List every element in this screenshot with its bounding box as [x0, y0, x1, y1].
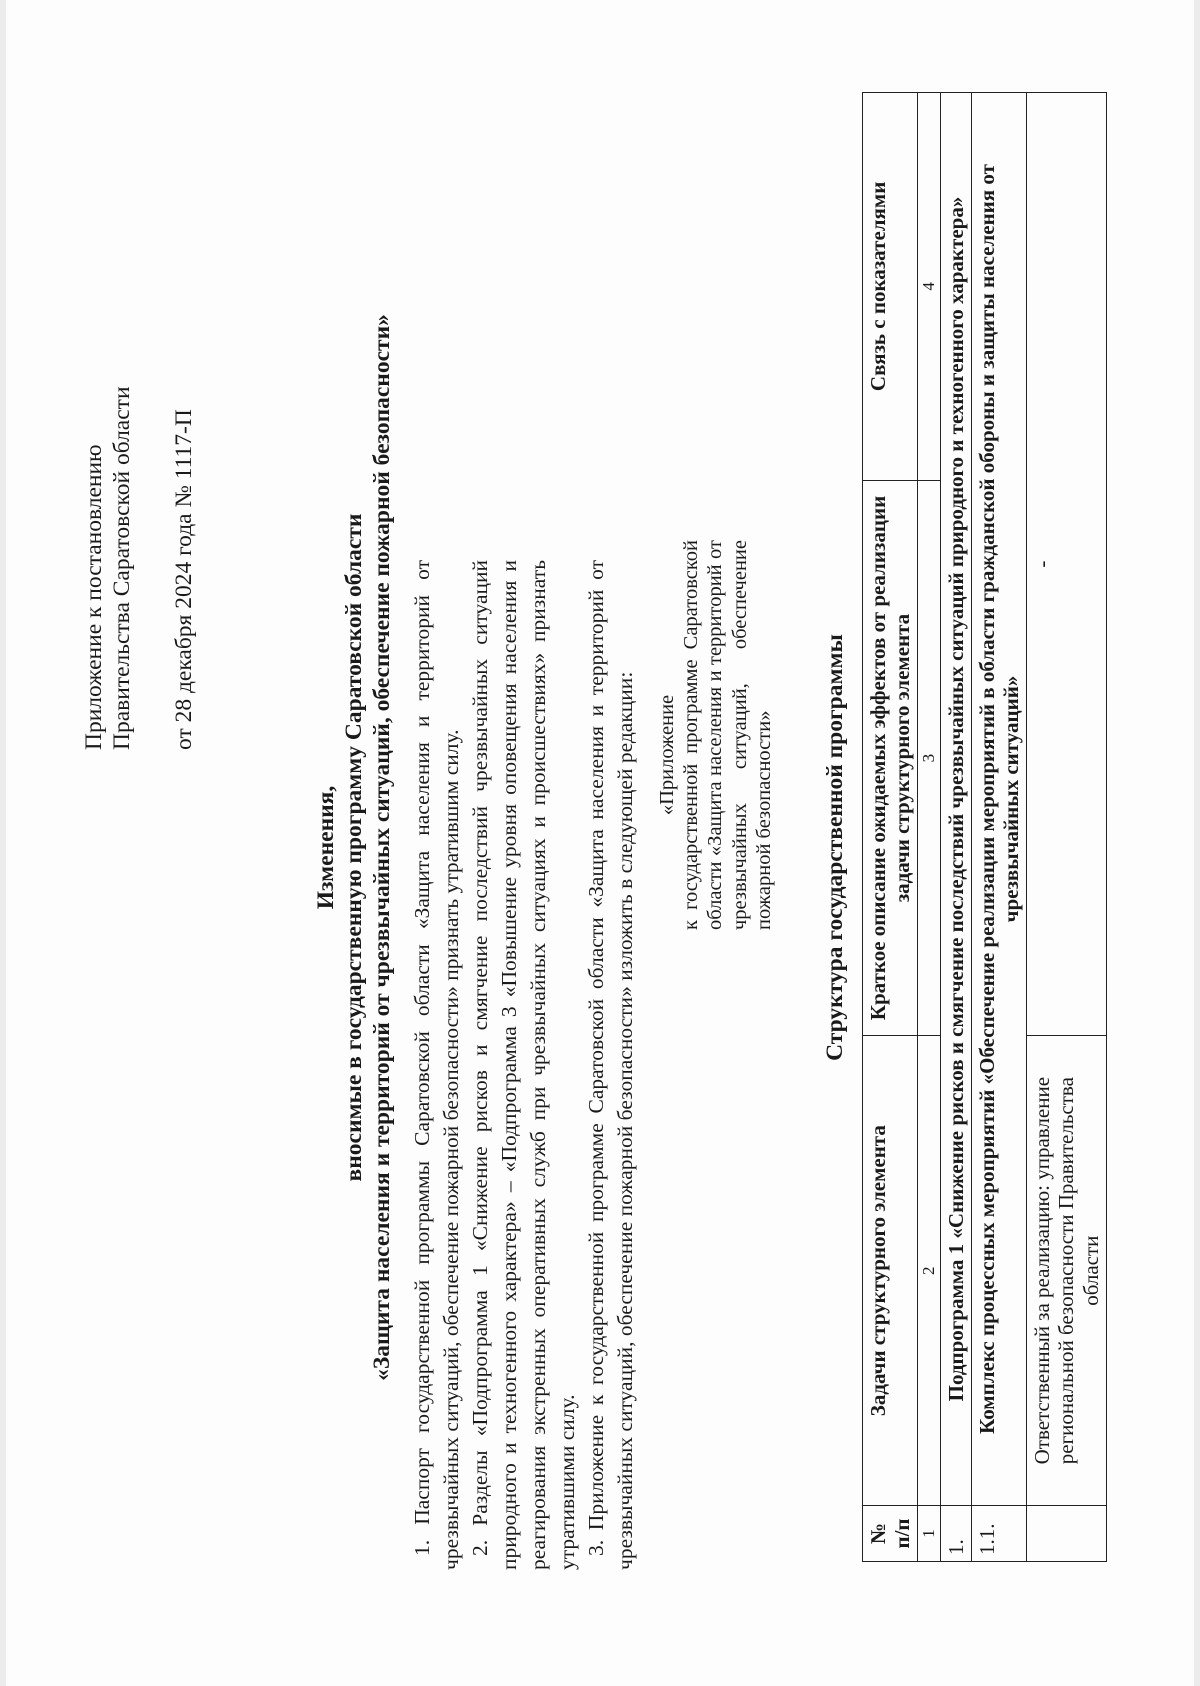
- column-number: 4: [918, 93, 941, 481]
- header-effects: Краткое описание ожидаемых эффектов от реализации задачи структурного элемента: [863, 480, 918, 1036]
- title-line-3: «Защита населения и территорий от чрезвычайных ситуаций, обеспечение пожарной безопасности»: [369, 314, 396, 1381]
- header-number: № п/п: [863, 1506, 918, 1562]
- row-number: 1.1.: [971, 1506, 1026, 1562]
- document-page: [30, 65, 1130, 1630]
- column-number: 3: [918, 480, 941, 1036]
- paragraph-1: 1. Паспорт государственной программы Саратовской области «Защита населения и территорий от чрезвычайных ситуаций, обеспечение пожарной безопасности» признать утратившим силу.: [410, 560, 464, 1570]
- scan-edge-right: [1194, 0, 1200, 1686]
- amendment-paragraphs: [408, 560, 640, 1570]
- responsible-executor: Ответственный за реализацию: управление региональной безопасности Правительства области: [1027, 1036, 1106, 1506]
- scan-edge-left: [0, 0, 6, 1686]
- title-line-1: Изменения,: [313, 785, 339, 910]
- header-line-1: Приложение к постановлению: [81, 444, 107, 750]
- program-structure-table: [862, 92, 1107, 1562]
- column-number: 2: [918, 1036, 941, 1506]
- resolution-date: от 28 декабря 2024 года № 1117-П: [171, 409, 198, 750]
- subprogram-title: Подпрограмма 1 «Снижение рисков и смягчение последствий чрезвычайных ситуаций природного и техногенного характера»: [940, 93, 971, 1506]
- program-appendix-header: [655, 540, 776, 930]
- table-row: [940, 93, 971, 1562]
- paragraph-3: 3. Приложение к государственной программе Саратовской области «Защита населения и территорий от чрезвычайных ситуаций, обеспечение пожарной безопасности» изложить в следующей редакции:: [584, 560, 638, 1570]
- appendix-header: [80, 100, 199, 750]
- row-number: [1027, 1506, 1106, 1562]
- structure-title: Структура государственной программы: [822, 634, 848, 1061]
- appendix-title: «Приложение: [656, 694, 678, 816]
- process-complex-title: Комплекс процессных мероприятий «Обеспечение реализации мероприятий в области гражданской обороны и защиты населения от чрезвычайных ситуаций»: [971, 93, 1026, 1506]
- document-title: [312, 65, 397, 1630]
- header-line-2: Правительства Саратовской области: [109, 386, 136, 750]
- empty-value-dash: -: [1027, 93, 1106, 1036]
- header-indicators: Связь с показателями: [863, 93, 918, 481]
- table-header-row: [863, 93, 918, 1562]
- row-number: 1.: [940, 1506, 971, 1562]
- column-numbering-row: [918, 93, 941, 1562]
- table-row: [1027, 93, 1106, 1562]
- header-tasks: Задачи структурного элемента: [863, 1036, 918, 1506]
- title-line-2: вносимые в государственную программу Саратовской области: [341, 513, 368, 1182]
- paragraph-2: 2. Разделы «Подпрограмма 1 «Снижение рисков и смягчение последствий чрезвычайных ситуаций природного и техногенного характера» – «Подпрограмма 3 «Повышение уровня оповещения населения и реагирования экстренных оперативных служб при чрезвычайных ситуациях и происшествиях» признать утратившими силу.: [468, 560, 580, 1570]
- column-number: 1: [918, 1506, 941, 1562]
- appendix-text: к государственной программе Саратовской области «Защита населения и территорий от чрезвычайных ситуаций, обеспечение пожарной безопасности»: [680, 540, 775, 930]
- table-row: [971, 93, 1026, 1562]
